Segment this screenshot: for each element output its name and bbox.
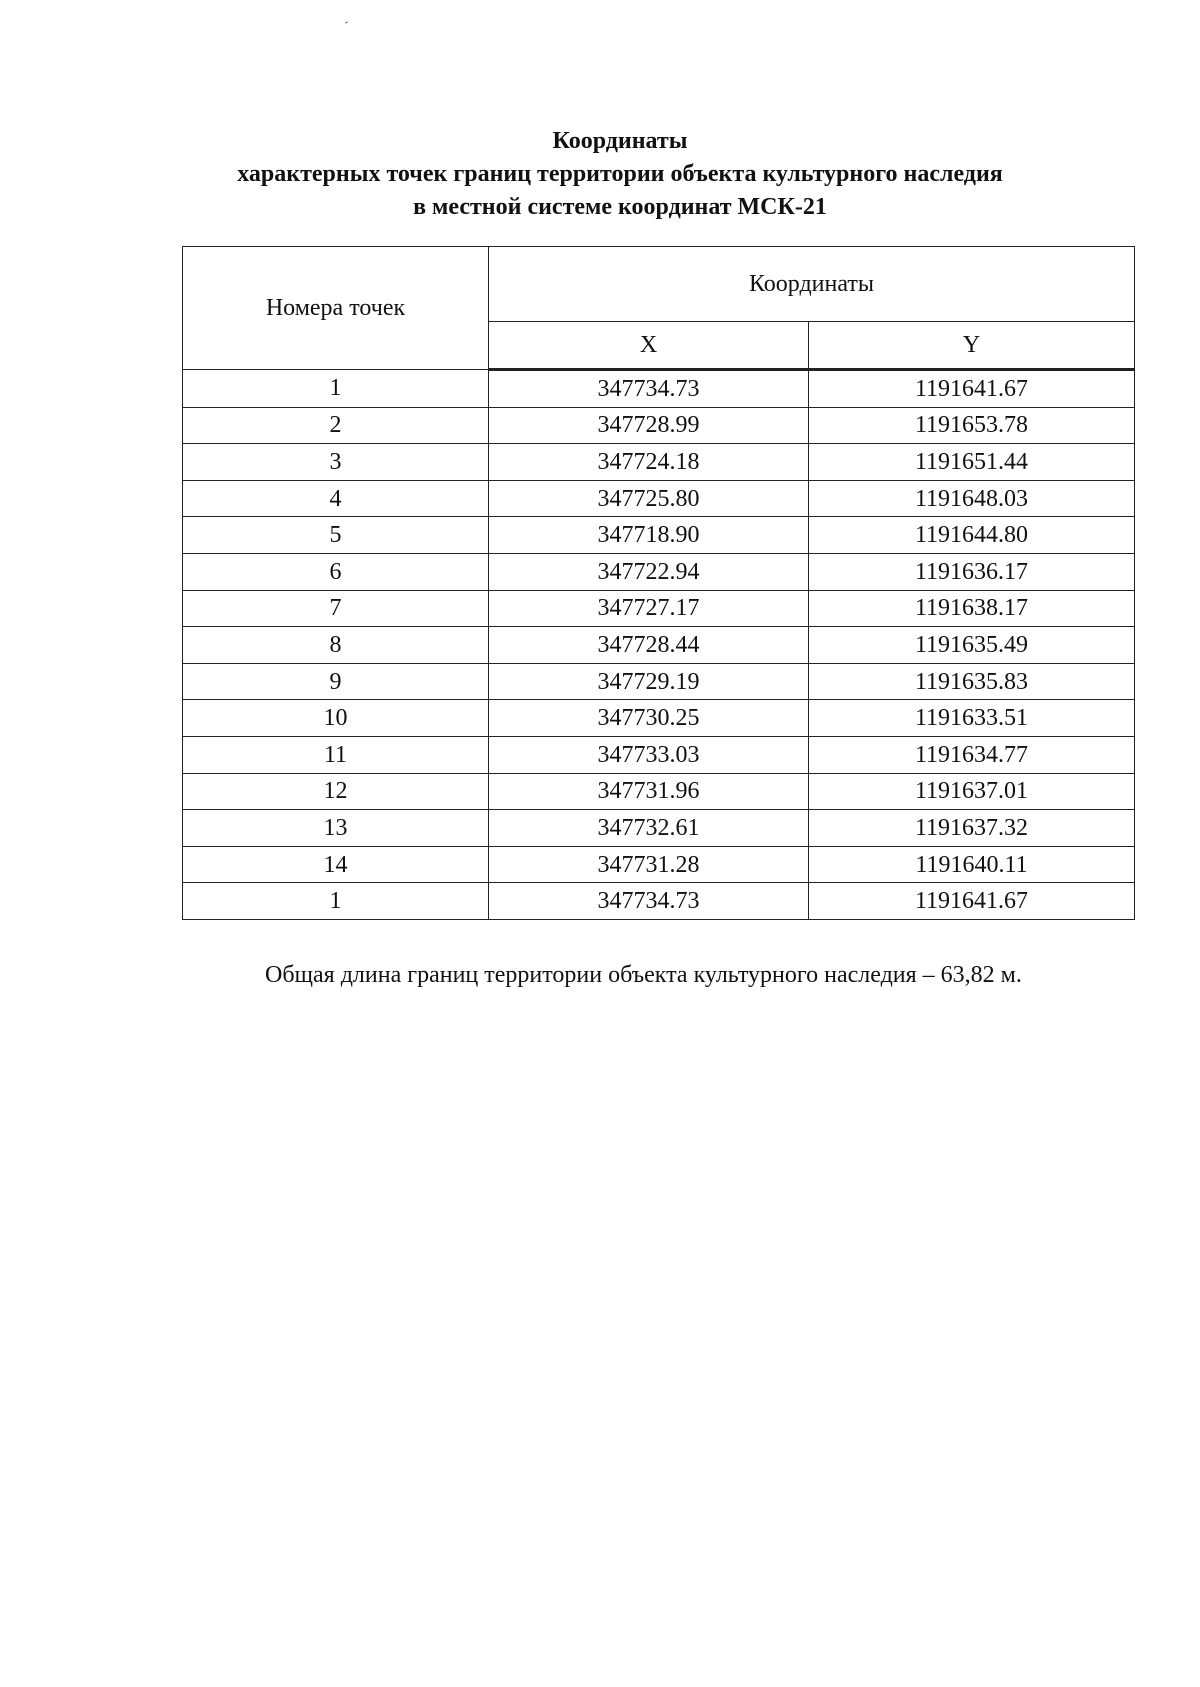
- scan-speck: [345, 21, 348, 23]
- y-cell: 1191637.32: [809, 810, 1135, 847]
- y-cell: 1191640.11: [809, 846, 1135, 883]
- x-cell: 347731.28: [489, 846, 809, 883]
- x-cell: 347724.18: [489, 444, 809, 481]
- y-cell: 1191653.78: [809, 407, 1135, 444]
- point-number-cell: 10: [183, 700, 489, 737]
- point-number-cell: 1: [183, 370, 489, 408]
- y-cell: 1191641.67: [809, 883, 1135, 920]
- x-cell: 347722.94: [489, 553, 809, 590]
- table-row: [183, 517, 1135, 554]
- header-coordinates: Координаты: [489, 247, 1135, 322]
- x-cell: 347730.25: [489, 700, 809, 737]
- point-number-cell: 12: [183, 773, 489, 810]
- y-cell: 1191637.01: [809, 773, 1135, 810]
- table-row: [183, 590, 1135, 627]
- x-cell: 347734.73: [489, 883, 809, 920]
- document-title: [180, 125, 1060, 224]
- x-cell: 347725.80: [489, 480, 809, 517]
- point-number-cell: 3: [183, 444, 489, 481]
- y-cell: 1191648.03: [809, 480, 1135, 517]
- x-cell: 347729.19: [489, 663, 809, 700]
- point-number-cell: 7: [183, 590, 489, 627]
- y-cell: 1191633.51: [809, 700, 1135, 737]
- y-cell: 1191636.17: [809, 553, 1135, 590]
- total-length-note: Общая длина границ территории объекта культурного наследия – 63,82 м.: [265, 962, 1022, 988]
- coordinates-table: [182, 246, 1135, 920]
- point-number-cell: 5: [183, 517, 489, 554]
- title-line-1: Координаты: [552, 128, 688, 154]
- table-row: [183, 846, 1135, 883]
- table-row: [183, 773, 1135, 810]
- point-number-cell: 2: [183, 407, 489, 444]
- table-row: [183, 553, 1135, 590]
- point-number-cell: 11: [183, 736, 489, 773]
- point-number-cell: 13: [183, 810, 489, 847]
- x-cell: 347733.03: [489, 736, 809, 773]
- table-row: [183, 627, 1135, 664]
- point-number-cell: 6: [183, 553, 489, 590]
- x-cell: 347731.96: [489, 773, 809, 810]
- x-cell: 347727.17: [489, 590, 809, 627]
- header-x: X: [489, 322, 809, 370]
- table-header: [183, 247, 1135, 370]
- table-row: [183, 810, 1135, 847]
- table-row: [183, 407, 1135, 444]
- header-y: Y: [809, 322, 1135, 370]
- table-body: [183, 370, 1135, 920]
- title-line-2: характерных точек границ территории объекта культурного наследия: [237, 161, 1003, 187]
- y-cell: 1191634.77: [809, 736, 1135, 773]
- x-cell: 347728.99: [489, 407, 809, 444]
- x-cell: 347732.61: [489, 810, 809, 847]
- table-row: [183, 480, 1135, 517]
- title-line-3: в местной системе координат МСК-21: [413, 194, 827, 220]
- x-cell: 347728.44: [489, 627, 809, 664]
- y-cell: 1191641.67: [809, 370, 1135, 408]
- table-row: [183, 736, 1135, 773]
- point-number-cell: 1: [183, 883, 489, 920]
- point-number-cell: 9: [183, 663, 489, 700]
- x-cell: 347734.73: [489, 370, 809, 408]
- table-row: [183, 663, 1135, 700]
- x-cell: 347718.90: [489, 517, 809, 554]
- header-point-numbers: Номера точек: [183, 247, 489, 370]
- point-number-cell: 8: [183, 627, 489, 664]
- y-cell: 1191651.44: [809, 444, 1135, 481]
- table-row: [183, 370, 1135, 408]
- table-row: [183, 700, 1135, 737]
- y-cell: 1191635.83: [809, 663, 1135, 700]
- table-row: [183, 444, 1135, 481]
- y-cell: 1191635.49: [809, 627, 1135, 664]
- table-row: [183, 883, 1135, 920]
- point-number-cell: 4: [183, 480, 489, 517]
- point-number-cell: 14: [183, 846, 489, 883]
- y-cell: 1191638.17: [809, 590, 1135, 627]
- y-cell: 1191644.80: [809, 517, 1135, 554]
